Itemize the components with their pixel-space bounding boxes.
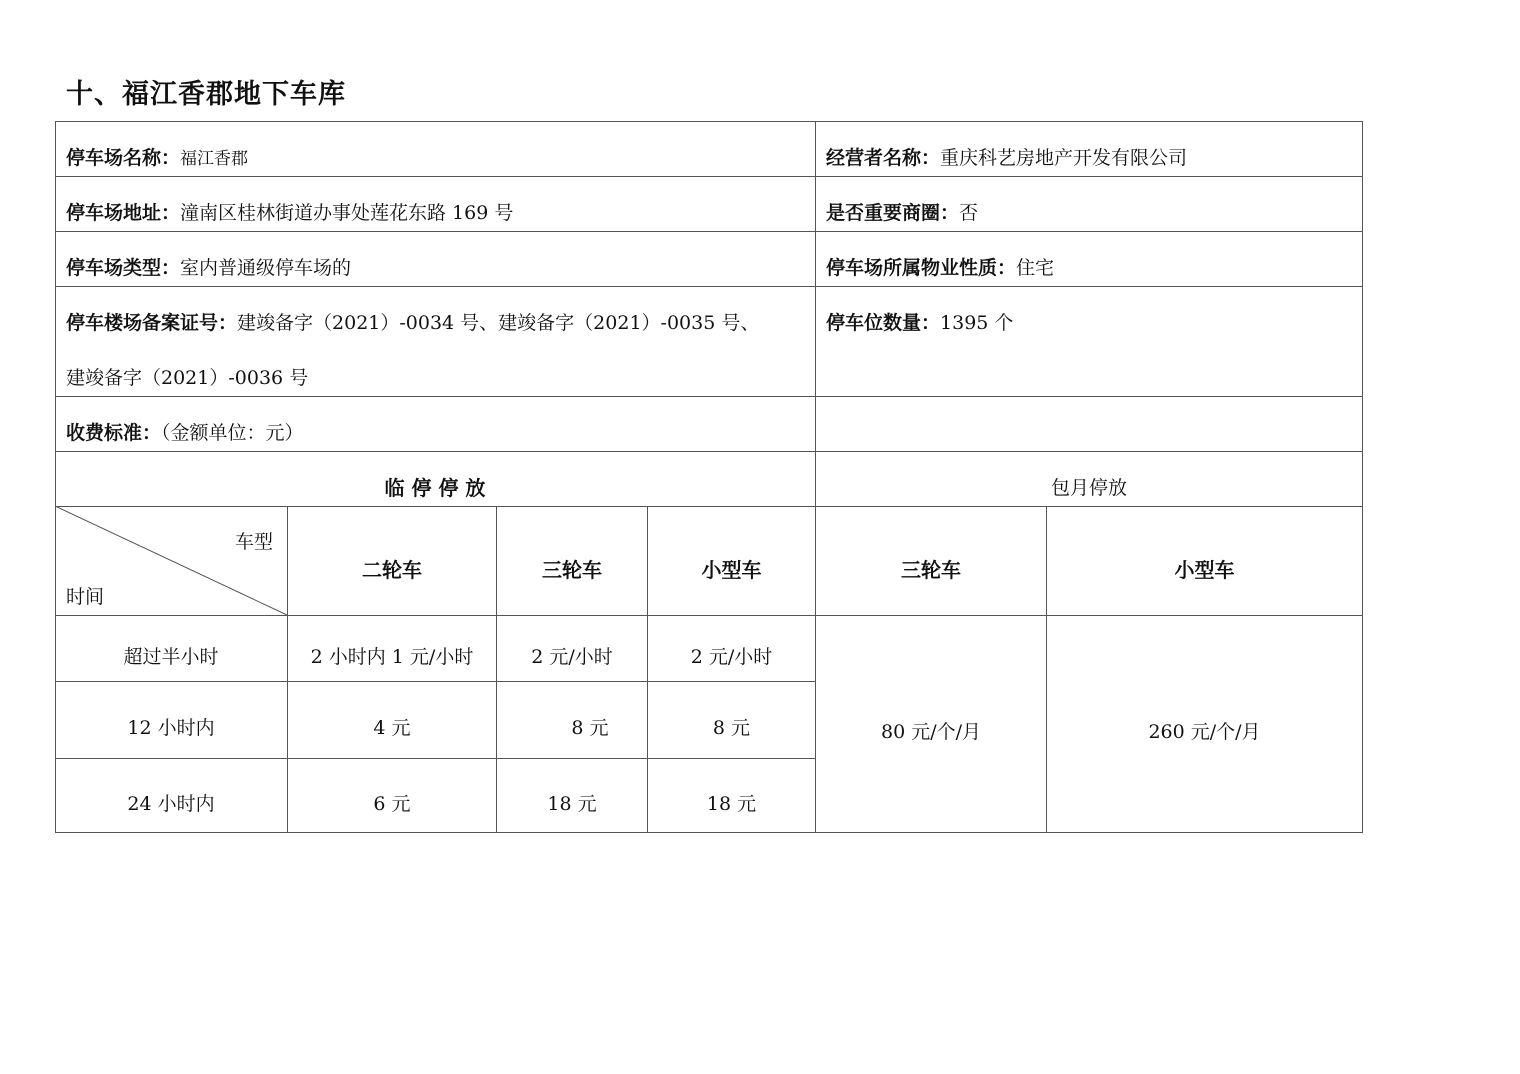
monthly-parking-header: 包月停放: [1050, 477, 1127, 499]
business-district-label: 是否重要商圈：: [826, 202, 960, 224]
row-divider: [55, 176, 1363, 177]
property-nature-field: [826, 257, 1054, 279]
fee-cell: 8 元: [712, 717, 751, 739]
address-field: [66, 202, 513, 224]
operator-label: 经营者名称：: [826, 147, 941, 169]
fee-cell: 8 元: [571, 717, 609, 739]
row-divider: [55, 681, 816, 682]
business-district-field: [826, 202, 978, 224]
fee-standard-label: 收费标准：: [66, 422, 162, 444]
table-border-bottom: [55, 832, 1363, 833]
record-number-value-line1: 建竣备字（2021）-0034 号、建竣备字（2021）-0035 号、: [237, 312, 760, 334]
record-number-label: 停车楼场备案证号：: [66, 312, 238, 334]
property-nature-label: 停车场所属物业性质：: [826, 257, 1017, 279]
space-count-value: 1395 个: [940, 312, 1014, 334]
column-header-monthly-small-car: 小型车: [1174, 558, 1235, 582]
record-number-value-line2: 建竣备字（2021）-0036 号: [66, 367, 309, 389]
table-border-top: [55, 121, 1363, 122]
corner-time-label: 时间: [66, 586, 105, 608]
row-divider: [55, 758, 816, 759]
fee-cell: 2 元/小时: [690, 646, 773, 668]
parking-name-label: 停车场名称：: [66, 147, 181, 169]
address-label: 停车场地址：: [66, 202, 181, 224]
space-count-label: 停车位数量：: [826, 312, 941, 334]
monthly-fee-small-car: 260 元/个/月: [1148, 721, 1261, 743]
fee-standard-field: [66, 422, 304, 444]
parking-type-label: 停车场类型：: [66, 257, 181, 279]
fee-cell: 2 小时内 1 元/小时: [310, 646, 474, 668]
address-value: 潼南区桂林街道办事处莲花东路 169 号: [180, 202, 514, 224]
fee-unit-note: （金额单位：元）: [161, 422, 304, 444]
time-label-half-hour: 超过半小时: [123, 646, 219, 668]
parking-info-table: [55, 121, 1363, 833]
parking-type-field: [66, 257, 351, 279]
monthly-fee-tricycle: 80 元/个/月: [880, 721, 982, 743]
temporary-parking-header: 临 停 停 放: [384, 476, 486, 500]
parking-type-value: 室内普通级停车场的: [180, 257, 352, 279]
column-header-two-wheeler: 二轮车: [362, 558, 422, 582]
time-label-12-hours: 12 小时内: [127, 717, 215, 739]
property-nature-value: 住宅: [1016, 257, 1055, 279]
corner-vehicle-type-label: 车型: [235, 531, 274, 553]
row-divider: [55, 451, 1363, 452]
column-divider: [1046, 506, 1047, 833]
table-border-right: [1362, 121, 1363, 833]
column-header-small-car: 小型车: [701, 558, 762, 582]
operator-value: 重庆科艺房地产开发有限公司: [940, 147, 1188, 169]
fee-cell: 2 元/小时: [531, 646, 613, 668]
parking-name-field: [66, 147, 248, 170]
column-divider: [647, 506, 648, 833]
row-divider: [55, 231, 1363, 232]
column-header-tricycle: 三轮车: [542, 558, 602, 582]
parking-name-value: 福江香郡: [180, 149, 249, 169]
row-divider: [55, 286, 1363, 287]
fee-cell: 6 元: [373, 793, 411, 815]
row-divider: [55, 396, 1363, 397]
fee-cell: 4 元: [373, 717, 411, 739]
business-district-value: 否: [959, 202, 979, 224]
operator-field: [826, 147, 1187, 169]
fee-cell: 18 元: [547, 793, 597, 815]
column-header-monthly-tricycle: 三轮车: [901, 558, 961, 582]
space-count-field: [826, 312, 1013, 334]
record-number-field: [66, 312, 759, 334]
time-label-24-hours: 24 小时内: [127, 793, 215, 815]
page-title: 十、福江香郡地下车库: [66, 79, 346, 110]
column-divider: [496, 506, 497, 833]
fee-cell: 18 元: [706, 793, 757, 815]
